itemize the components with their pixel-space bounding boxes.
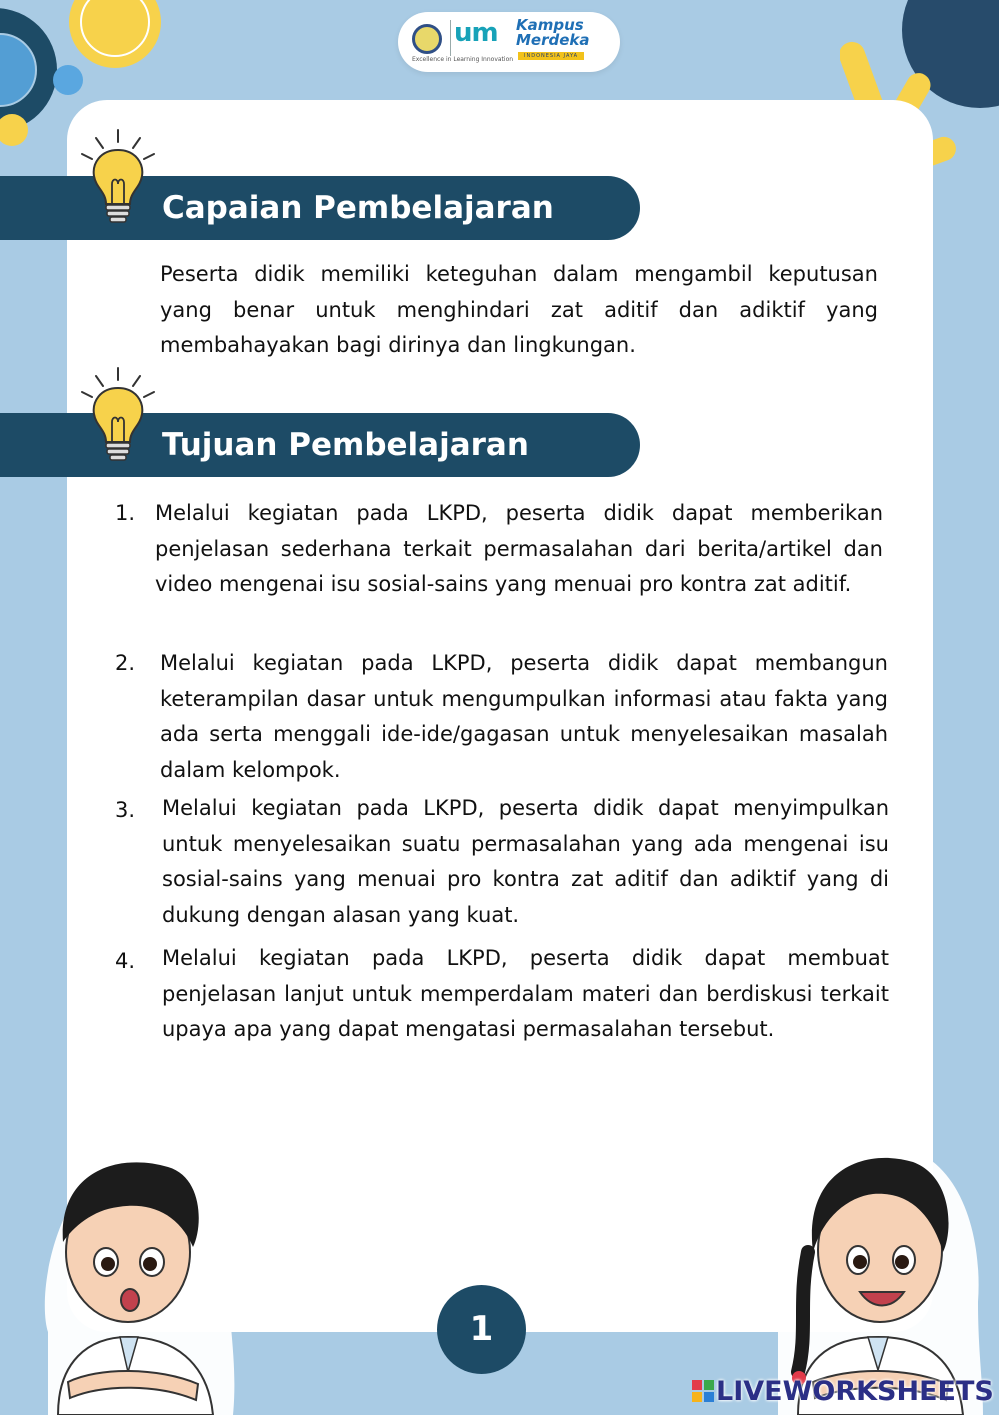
list-item-number: 1. [115, 501, 136, 525]
logo-tagline: Excellence in Learning Innovation [412, 56, 514, 63]
logo-indonesia-jaya: INDONESIA JAYA [518, 52, 584, 60]
logo-merdeka-text: Merdeka [516, 31, 590, 49]
university-seal-icon [412, 24, 442, 54]
logo-kampus-text: Kampus [516, 16, 584, 34]
list-item-number: 3. [115, 798, 136, 822]
list-item-number: 2. [115, 651, 136, 675]
lightbulb-icon [76, 128, 160, 224]
section-title: Capaian Pembelajaran [162, 190, 554, 226]
section-title: Tujuan Pembelajaran [162, 427, 529, 463]
list-item-text: Melalui kegiatan pada LKPD, peserta didik dapat menyimpulkan untuk menyelesaikan suatu permasalahan yang ada mengenai isu sosial-sains yang menuai pro kontra zat aditif dan adiktif yang di dukung dengan alasan yang kuat. [162, 796, 889, 927]
lightbulb-icon [76, 366, 160, 462]
liveworksheets-logo-icon [692, 1380, 714, 1402]
watermark-text: LIVEWORKSHEETS [716, 1376, 994, 1407]
logo-kampus-merdeka [516, 18, 590, 48]
list-item-text: Melalui kegiatan pada LKPD, peserta didik dapat membangun keterampilan dasar untuk mengumpulkan informasi atau fakta yang ada serta menggali ide-ide/gagasan untuk menyelesaikan masalah dalam kelompok. [160, 651, 888, 782]
liveworksheets-watermark [692, 1376, 994, 1407]
list-item-text: Melalui kegiatan pada LKPD, peserta didik dapat membuat penjelasan lanjut untuk memperdalam materi dan berdiskusi terkait upaya apa yang dapat mengatasi permasalahan tersebut. [162, 946, 889, 1041]
capaian-paragraph: Peserta didik memiliki keteguhan dalam mengambil keputusan yang benar untuk menghindari zat aditif dan adiktif yang membahayakan bagi dirinya dan lingkungan. [160, 262, 878, 357]
logo-divider [450, 20, 451, 56]
boy-scientist-illustration [28, 1132, 238, 1415]
header-logo [398, 12, 620, 72]
list-item-number: 4. [115, 949, 136, 973]
page-number: 1 [437, 1285, 526, 1374]
list-item-text: Melalui kegiatan pada LKPD, peserta didik dapat memberikan penjelasan sederhana terkait permasalahan dari berita/artikel dan video mengenai isu sosial-sains yang menuai pro kontra zat aditif. [155, 501, 883, 596]
girl-scientist-illustration [768, 1132, 988, 1415]
logo-um-text: um [454, 18, 498, 48]
